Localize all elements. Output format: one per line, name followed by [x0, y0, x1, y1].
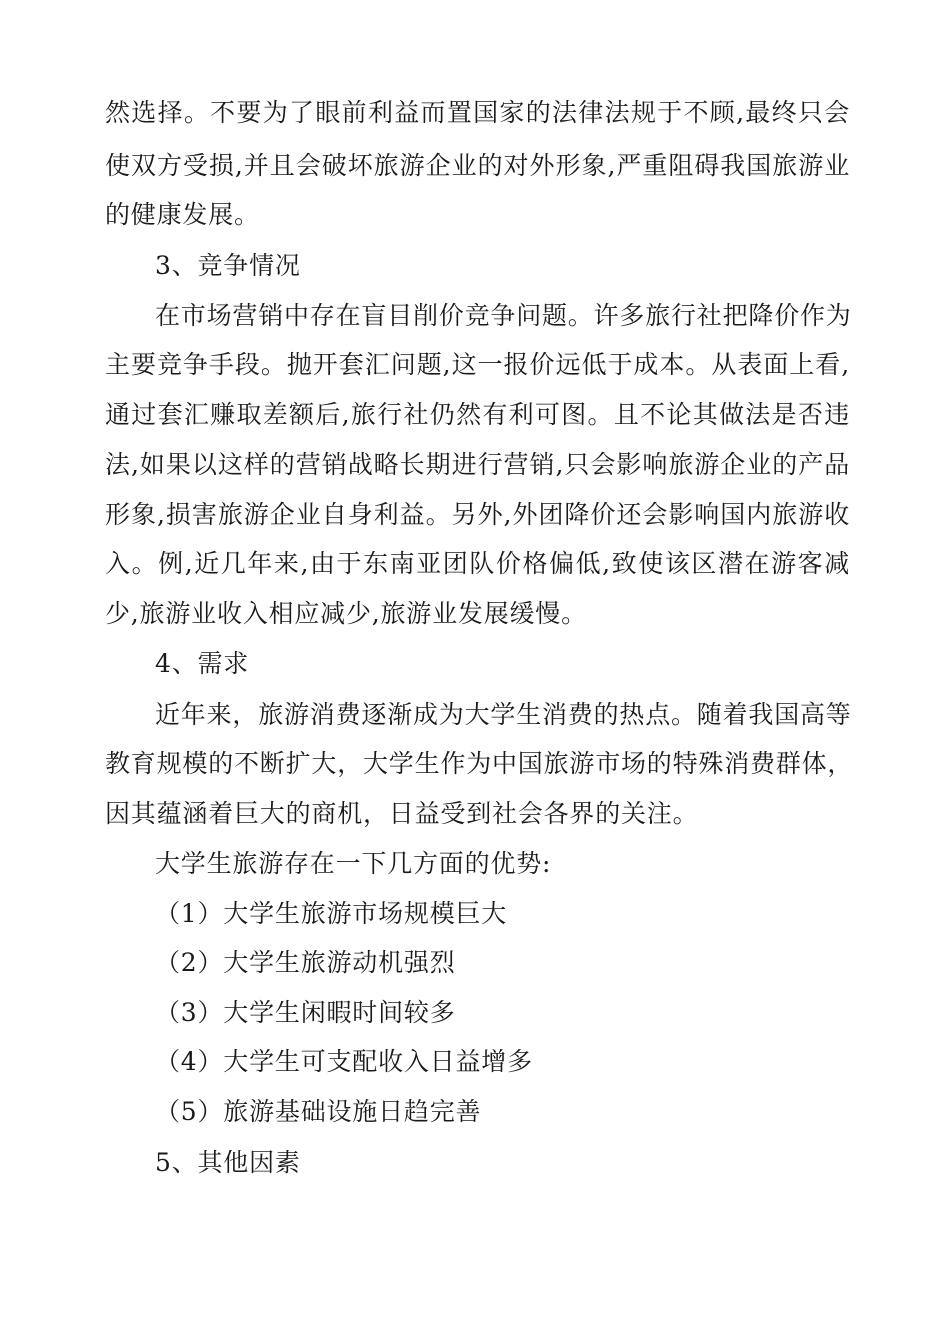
section-heading: 4、需求 — [155, 649, 250, 678]
paragraph-line: 使双方受损,并且会破坏旅游企业的对外形象,严重阻碍我国旅游业 — [105, 151, 850, 180]
list-item: （3）大学生闲暇时间较多 — [155, 998, 456, 1027]
paragraph-line: 近年来，旅游消费逐渐成为大学生消费的热点。随着我国高等 — [155, 700, 852, 729]
paragraph-line: 在市场营销中存在盲目削价竞争问题。许多旅行社把降价作为 — [155, 301, 852, 330]
paragraph-line: 形象,损害旅游企业自身利益。另外,外团降价还会影响国内旅游收 — [105, 500, 850, 529]
list-item: （1）大学生旅游市场规模巨大 — [155, 899, 508, 928]
paragraph-line: 通过套汇赚取差额后,旅行社仍然有利可图。且不论其做法是否违 — [105, 400, 850, 429]
paragraph-line: 大学生旅游存在一下几方面的优势: — [155, 849, 552, 878]
paragraph-line: 主要竞争手段。抛开套汇问题,这一报价远低于成本。从表面上看, — [105, 350, 850, 379]
list-item: （4）大学生可支配收入日益增多 — [155, 1047, 533, 1076]
paragraph-line: 然选择。不要为了眼前利益而置国家的法律法规于不顾,最终只会 — [105, 98, 850, 127]
list-item: （5）旅游基础设施日趋完善 — [155, 1097, 482, 1126]
paragraph-line: 法,如果以这样的营销战略长期进行营销,只会影响旅游企业的产品 — [105, 450, 850, 479]
section-heading: 3、竞争情况 — [155, 251, 301, 280]
paragraph-line: 教育规模的不断扩大，大学生作为中国旅游市场的特殊消费群体， — [105, 749, 854, 778]
paragraph-line: 因其蕴涵着巨大的商机，日益受到社会各界的关注。 — [105, 799, 699, 828]
paragraph-line: 少,旅游业收入相应减少,旅游业发展缓慢。 — [105, 599, 587, 628]
list-item: （2）大学生旅游动机强烈 — [155, 948, 456, 977]
paragraph-line: 的健康发展。 — [105, 200, 260, 229]
section-heading: 5、其他因素 — [155, 1148, 301, 1177]
paragraph-line: 入。例,近几年来,由于东南亚团队价格偏低,致使该区潜在游客减 — [105, 549, 850, 578]
